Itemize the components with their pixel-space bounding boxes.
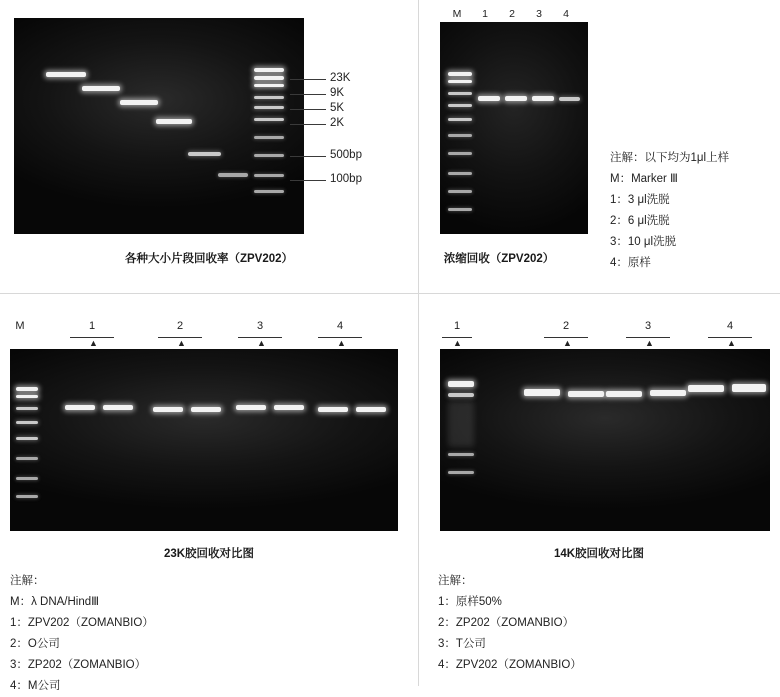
gel-image-top-left	[14, 18, 304, 234]
notes-line: 1：ZPV202（ZOMANBIO）	[10, 617, 154, 629]
panel-bottom-right	[418, 293, 780, 686]
gel-band	[524, 389, 560, 396]
lane-label: 1	[482, 8, 488, 20]
gel-image-bottom-right	[440, 349, 770, 531]
gel-band	[606, 391, 642, 397]
marker-band	[254, 136, 284, 139]
gel-band	[65, 405, 95, 410]
notes-line: 4：M公司	[10, 680, 61, 692]
gel-band	[46, 72, 86, 77]
notes-line: 2：6 μl洗脱	[610, 215, 670, 227]
marker-band	[448, 152, 472, 155]
lane-marker-caret: ▲	[563, 338, 572, 348]
lane-label: 2	[509, 8, 515, 20]
lane-label: 2	[562, 320, 570, 332]
marker-band	[448, 80, 472, 83]
gel-band	[218, 173, 248, 177]
gel-band	[153, 407, 183, 412]
notes-bottom-left	[10, 571, 154, 697]
lane-marker-caret: ▲	[453, 338, 462, 348]
lane-marker-caret: ▲	[257, 338, 266, 348]
notes-title: 注解：	[438, 575, 473, 587]
notes-line: 2：O公司	[10, 638, 60, 650]
panel-bottom-left	[0, 293, 418, 692]
gel-band	[448, 471, 474, 474]
notes-line: 3：ZP202（ZOMANBIO）	[10, 659, 147, 671]
marker-label: 500bp	[330, 149, 362, 161]
marker-band	[16, 437, 38, 440]
marker-label: 9K	[330, 87, 345, 99]
panel-top-right	[418, 0, 780, 293]
gel-band	[103, 405, 133, 410]
notes-title: 注解：	[10, 575, 45, 587]
marker-band	[448, 134, 472, 137]
marker-band	[448, 104, 472, 107]
gel-band	[532, 96, 554, 101]
marker-label: 23K	[330, 72, 351, 84]
lane-label: 3	[256, 320, 264, 332]
gel-band	[274, 405, 304, 410]
marker-lane-label: M	[15, 320, 25, 332]
gel-band	[318, 407, 348, 412]
marker-band	[448, 172, 472, 175]
notes-bottom-right	[438, 571, 582, 676]
lane-marker-caret: ▲	[89, 338, 98, 348]
gel-image-top-right	[440, 22, 588, 234]
notes-line: 1：3 μl洗脱	[610, 194, 670, 206]
marker-band	[448, 208, 472, 211]
notes-line: M：Marker Ⅲ	[610, 173, 678, 185]
gel-band	[356, 407, 386, 412]
marker-band	[254, 76, 284, 80]
notes-line: 1：原样50%	[438, 596, 502, 608]
lane-label: 4	[336, 320, 344, 332]
notes-line: M：λ DNA/HindⅢ	[10, 596, 100, 608]
panel-caption: 14K胶回收对比图	[553, 548, 645, 560]
marker-leader	[290, 79, 326, 80]
gel-band	[448, 381, 474, 387]
gel-band	[688, 385, 724, 392]
marker-band	[16, 421, 38, 424]
marker-leader	[290, 156, 326, 157]
marker-band	[16, 407, 38, 410]
marker-band	[254, 96, 284, 99]
marker-label: 2K	[330, 117, 345, 129]
lane-marker-caret: ▲	[727, 338, 736, 348]
gel-band	[82, 86, 120, 91]
gel-band	[448, 393, 474, 397]
marker-band	[16, 477, 38, 480]
notes-line: 4：ZPV202（ZOMANBIO）	[438, 659, 582, 671]
gel-band	[650, 390, 686, 396]
notes-line: 4：原样	[610, 257, 651, 269]
gel-band	[191, 407, 221, 412]
gel-band	[188, 152, 221, 156]
notes-line: 3：T公司	[438, 638, 486, 650]
marker-band	[16, 395, 38, 398]
panel-caption: 浓缩回收（ZPV202）	[443, 253, 555, 265]
panel-caption: 23K胶回收对比图	[163, 548, 255, 560]
gel-band	[236, 405, 266, 410]
lane-label: 1	[453, 320, 461, 332]
marker-band	[448, 92, 472, 95]
gel-band	[120, 100, 158, 105]
lane-label: 3	[536, 8, 542, 20]
gel-band	[448, 453, 474, 456]
lane-label: 1	[88, 320, 96, 332]
lane-label: 3	[644, 320, 652, 332]
marker-band	[254, 68, 284, 72]
notes-line: 3：10 μl洗脱	[610, 236, 677, 248]
lane-marker-caret: ▲	[645, 338, 654, 348]
marker-band	[448, 118, 472, 121]
notes-title: 注解：以下均为1μl上样	[610, 152, 730, 164]
gel-smear	[448, 401, 474, 447]
marker-label: 100bp	[330, 173, 362, 185]
gel-band	[732, 384, 766, 392]
lane-label: 4	[726, 320, 734, 332]
marker-band	[448, 72, 472, 76]
marker-leader	[290, 94, 326, 95]
marker-leader	[290, 109, 326, 110]
lane-marker-caret: ▲	[177, 338, 186, 348]
lane-label: 2	[176, 320, 184, 332]
marker-band	[254, 84, 284, 87]
gel-band	[478, 96, 500, 101]
panel-caption: 各种大小片段回收率（ZPV202）	[124, 253, 294, 265]
marker-label: 5K	[330, 102, 345, 114]
lane-label: 4	[563, 8, 569, 20]
marker-band	[254, 190, 284, 193]
lane-marker-caret: ▲	[337, 338, 346, 348]
lane-label: M	[452, 8, 462, 20]
marker-band	[254, 174, 284, 177]
marker-band	[16, 387, 38, 391]
notes-line: 2：ZP202（ZOMANBIO）	[438, 617, 575, 629]
gel-band	[568, 391, 604, 397]
marker-leader	[290, 124, 326, 125]
marker-band	[16, 495, 38, 498]
marker-band	[448, 190, 472, 193]
marker-band	[254, 118, 284, 121]
marker-band	[254, 106, 284, 109]
gel-band	[505, 96, 527, 101]
marker-band	[16, 457, 38, 460]
gel-image-bottom-left	[10, 349, 398, 531]
marker-leader	[290, 180, 326, 181]
gel-band	[156, 119, 192, 124]
gel-band	[559, 97, 580, 101]
marker-band	[254, 154, 284, 157]
